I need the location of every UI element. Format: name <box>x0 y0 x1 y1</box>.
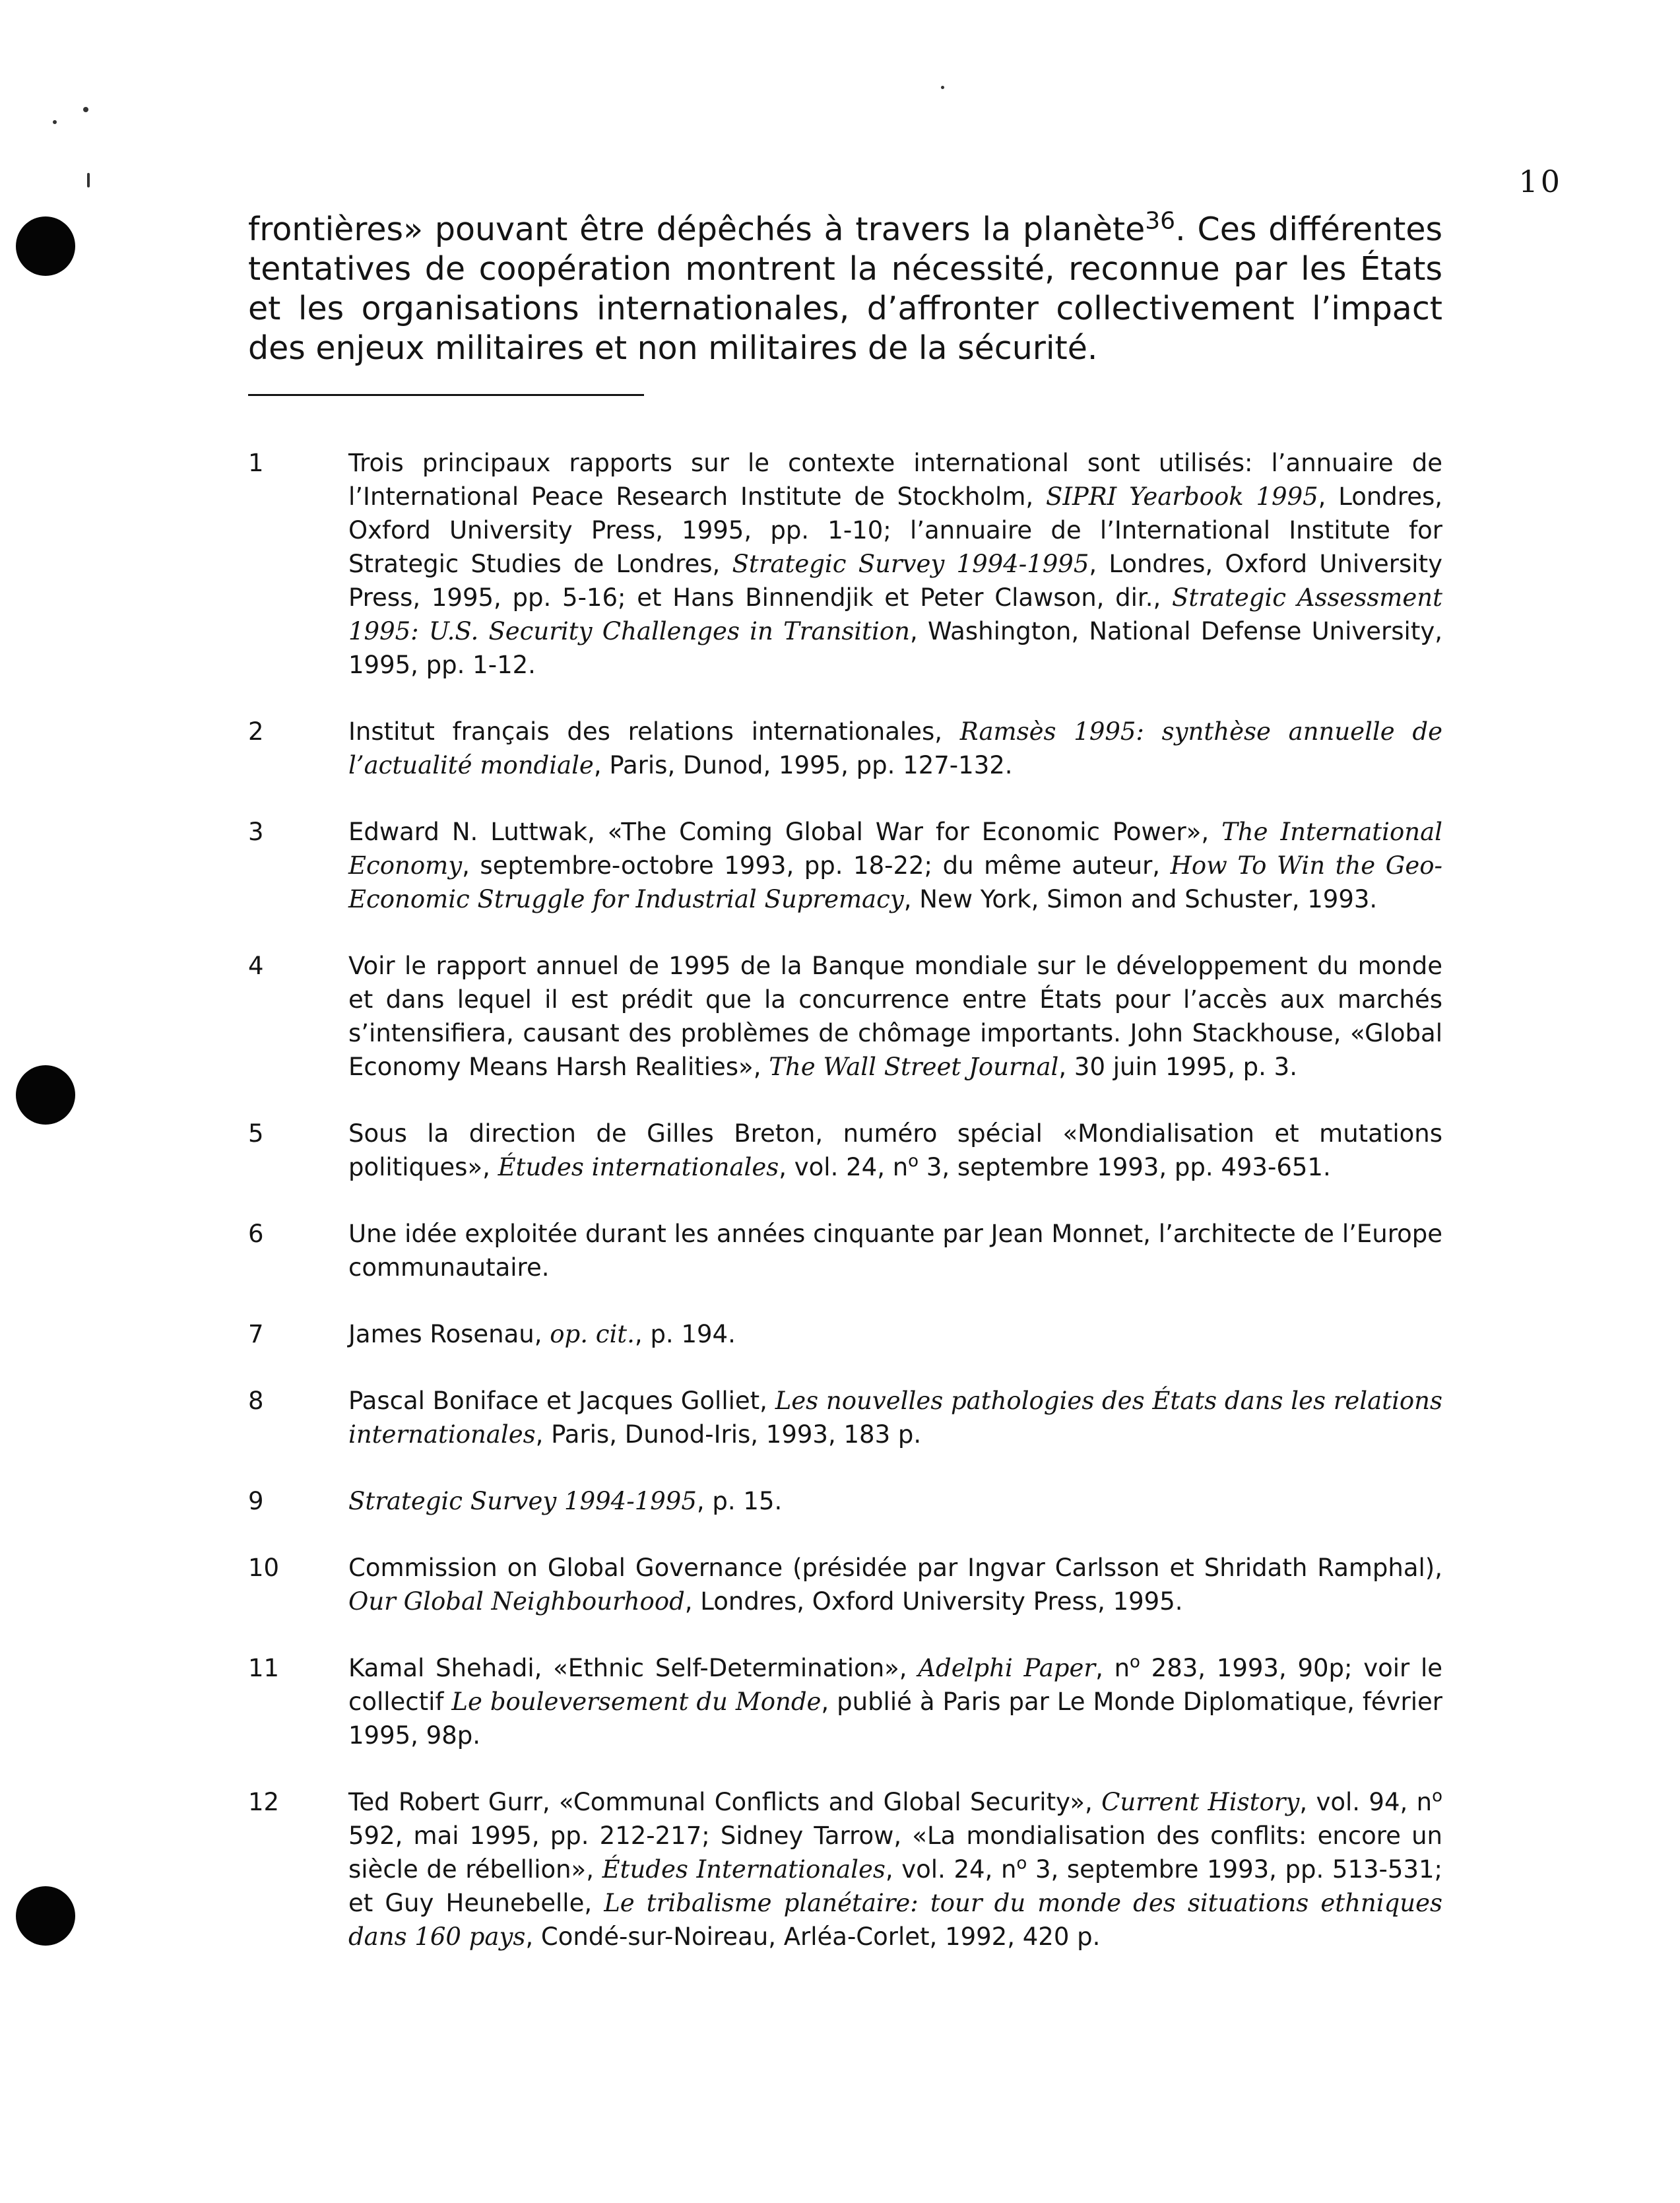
footnote <box>248 1484 1442 1518</box>
body-text-start: frontières» pouvant être dépêchés à travers la planète <box>248 211 1146 248</box>
footnote-segment: , Condé-sur-Noireau, Arléa-Corlet, 1992, 420 p. <box>525 1923 1101 1951</box>
footnote-segment: , septembre-octobre 1993, pp. 18-22; du même auteur, <box>462 851 1171 880</box>
punch-hole-middle <box>16 1065 75 1125</box>
footnote-segment: , Washington, National Defense University, 1995, pp. 1-12. <box>348 617 1442 679</box>
footnote-number: 3 <box>248 818 264 846</box>
footnote-segment: Pascal Boniface et Jacques Golliet, <box>348 1387 775 1415</box>
page-number: 10 <box>1518 164 1563 199</box>
footnote-title: The Wall Street Journal <box>769 1053 1059 1081</box>
footnote <box>248 1651 1442 1752</box>
scan-speck <box>87 173 90 187</box>
footnote-superscript: o <box>1016 1853 1027 1874</box>
footnote-number: 2 <box>248 717 264 746</box>
scan-speck <box>83 107 88 112</box>
footnote-segment: Sous la direction de Gilles Breton, numéro spécial «Mondialisation et mutations politiques», <box>348 1119 1442 1181</box>
footnote-number: 9 <box>248 1487 264 1515</box>
footnote-text <box>348 715 1442 782</box>
footnote-superscript: o <box>908 1151 919 1171</box>
footnote-text <box>348 1317 1442 1351</box>
footnote <box>248 1785 1442 1954</box>
footnote <box>248 949 1442 1084</box>
footnote-title: Le bouleversement du Monde <box>451 1688 822 1716</box>
footnote <box>248 1217 1442 1284</box>
footnote-title: Current History <box>1101 1788 1300 1816</box>
footnote-segment: Voir le rapport annuel de 1995 de la Banque mondiale sur le développement du monde et dans lequel il est prédit que la concurrence entre États pour l’accès aux marchés s’intensifiera, causant des problèmes de chômage importants. John Stackhouse, «Global Economy Means Harsh Realities», <box>348 952 1442 1081</box>
footnote-text <box>348 446 1442 682</box>
footnote-text <box>348 1551 1442 1618</box>
footnote-segment: , Paris, Dunod, 1995, pp. 127-132. <box>593 751 1013 779</box>
footnote-segment: , vol. 24, n <box>885 1855 1017 1884</box>
footnote-number: 7 <box>248 1320 264 1348</box>
footnote-text <box>348 1384 1442 1451</box>
footnote-title: The International Economy <box>348 818 1442 880</box>
footnote-text <box>348 1484 1442 1518</box>
footnote-title: SIPRI Yearbook 1995 <box>1045 482 1318 511</box>
footnote-segment: Trois principaux rapports sur le contexte international sont utilisés: l’annuaire de l’International Peace Research Institute de Stockholm, <box>348 449 1442 511</box>
footnote-superscript: o <box>1130 1652 1140 1672</box>
footnote-title: Études Internationales <box>602 1855 886 1884</box>
footnote-segment: 283, 1993, 90p; voir le collectif <box>348 1654 1443 1716</box>
footnote-segment: Edward N. Luttwak, «The Coming Global War for Economic Power», <box>348 818 1222 846</box>
footnote-segment: 3, septembre 1993, pp. 513-531; et Guy Heunebelle, <box>348 1855 1442 1917</box>
footnote-separator <box>248 394 644 396</box>
footnote-superscript: o <box>1432 1786 1442 1806</box>
footnote-segment: Ted Robert Gurr, «Communal Conflicts and Global Security», <box>348 1788 1102 1816</box>
footnote-title: op. cit. <box>550 1320 635 1348</box>
footnote-reference: 36 <box>1145 207 1176 235</box>
footnote-title: Strategic Survey 1994-1995 <box>732 550 1089 578</box>
footnote-segment: , Londres, Oxford University Press, 1995. <box>684 1587 1183 1616</box>
footnote-list <box>248 446 1442 1987</box>
footnote-number: 5 <box>248 1119 264 1148</box>
footnote-title: Études internationales <box>498 1153 779 1181</box>
footnote-segment: Commission on Global Governance (présidée par Ingvar Carlsson et Shridath Ramphal), <box>348 1554 1442 1582</box>
footnote-text <box>348 949 1442 1084</box>
footnote-title: How To Win the Geo-Economic Struggle for Industrial Supremacy <box>348 851 1442 913</box>
footnote-segment: , New York, Simon and Schuster, 1993. <box>903 885 1378 913</box>
footnote-segment: Kamal Shehadi, «Ethnic Self-Determination», <box>348 1654 919 1682</box>
footnote-segment: Institut français des relations internationales, <box>348 717 960 746</box>
footnote-segment: , p. 15. <box>696 1487 783 1515</box>
footnote-segment: 592, mai 1995, pp. 212-217; Sidney Tarrow, «La mondialisation des conflits: encore un siècle de rébellion», <box>348 1822 1442 1884</box>
footnote <box>248 1117 1442 1184</box>
footnote-segment: , 30 juin 1995, p. 3. <box>1058 1053 1297 1081</box>
footnote <box>248 1384 1442 1451</box>
body-text-end: . Ces différentes tentatives de coopération montrent la nécessité, reconnue par les États et les organisations internationales, d’affronter collectivement l’impact des enjeux militaires et non militaires de la sécurité. <box>248 211 1442 367</box>
footnote <box>248 446 1442 682</box>
footnote-title: Les nouvelles pathologies des États dans les relations internationales <box>348 1387 1442 1449</box>
footnote-title: Strategic Assessment 1995: U.S. Security Challenges in Transition <box>348 583 1442 645</box>
footnote-text <box>348 1217 1442 1284</box>
footnote-segment: 3, septembre 1993, pp. 493-651. <box>919 1153 1331 1181</box>
footnote-segment: , n <box>1095 1654 1130 1682</box>
scan-speck <box>941 86 944 89</box>
scan-speck <box>53 120 57 124</box>
footnote-text <box>348 1651 1442 1752</box>
footnote-segment: , Paris, Dunod-Iris, 1993, 183 p. <box>535 1420 922 1449</box>
footnote-text <box>348 815 1442 916</box>
body-paragraph <box>248 207 1442 368</box>
footnote-segment: , vol. 94, n <box>1299 1788 1433 1816</box>
footnote-number: 11 <box>248 1654 280 1682</box>
footnote-title: Strategic Survey 1994-1995 <box>348 1487 697 1515</box>
footnote <box>248 1317 1442 1351</box>
footnote-text <box>348 1785 1442 1954</box>
footnote-title: Ramsès 1995: synthèse annuelle de l’actualité mondiale <box>348 717 1442 779</box>
punch-hole-bottom <box>16 1886 75 1946</box>
footnote <box>248 815 1442 916</box>
footnote-segment: Une idée exploitée durant les années cinquante par Jean Monnet, l’architecte de l’Europe communautaire. <box>348 1220 1442 1282</box>
footnote-text <box>348 1117 1442 1184</box>
footnote-number: 12 <box>248 1788 280 1816</box>
footnote-segment: , publié à Paris par Le Monde Diplomatique, février 1995, 98p. <box>348 1688 1442 1750</box>
footnote-segment: , Londres, Oxford University Press, 1995, pp. 5-16; et Hans Binnendjik et Peter Clawson, dir., <box>348 550 1442 612</box>
footnote-title: Le tribalisme planétaire: tour du monde des situations ethniques dans 160 pays <box>348 1889 1442 1951</box>
footnote-title: Adelphi Paper <box>918 1654 1096 1682</box>
footnote-segment: James Rosenau, <box>348 1320 550 1348</box>
punch-hole-top <box>16 216 75 276</box>
footnote-number: 8 <box>248 1387 264 1415</box>
footnote-title: Our Global Neighbourhood <box>348 1587 685 1616</box>
footnote <box>248 715 1442 782</box>
footnote-number: 4 <box>248 952 264 980</box>
footnote-number: 10 <box>248 1554 280 1582</box>
footnote-segment: , vol. 24, n <box>779 1153 909 1181</box>
footnote-segment: , p. 194. <box>634 1320 736 1348</box>
footnote <box>248 1551 1442 1618</box>
footnote-number: 6 <box>248 1220 264 1248</box>
footnote-number: 1 <box>248 449 264 477</box>
footnote-segment: , Londres, Oxford University Press, 1995, pp. 1-10; l’annuaire de l’International Institute for Strategic Studies de Londres, <box>348 482 1442 578</box>
